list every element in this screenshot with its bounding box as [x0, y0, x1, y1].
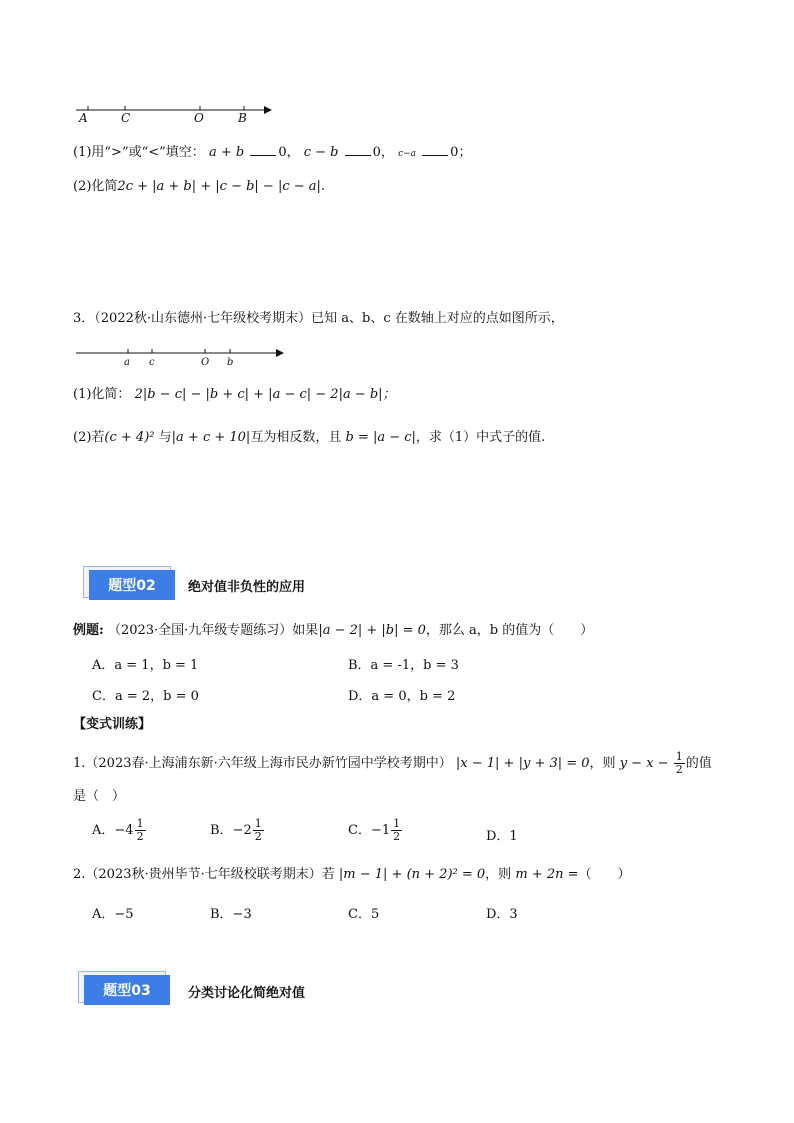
answer-blank[interactable]: [422, 143, 448, 156]
point-label-a: A: [79, 111, 88, 125]
variant-q1-line2: 是（ ）: [73, 789, 126, 804]
answer-blank[interactable]: [250, 143, 276, 156]
point-label-b2: b: [227, 357, 234, 368]
variant-q2-option-c[interactable]: C．5: [348, 907, 380, 922]
point-label-o: O: [194, 111, 204, 125]
point-label-c2: c: [149, 357, 155, 368]
fraction: $\frac{1}{2}$: [675, 750, 683, 776]
point-label-b: B: [238, 111, 247, 125]
example-option-b[interactable]: B．a = -1，b = 3: [348, 658, 459, 673]
variant-q2-option-a[interactable]: A．−5: [92, 907, 134, 922]
example-option-c[interactable]: C．a = 2，b = 0: [92, 689, 199, 704]
q3-part2: (2)若(c + 4)² 与|a + c + 10|互为相反数，且 b = |a − c|，求（1）中式子的值.: [73, 430, 546, 445]
point-label-o2: O: [201, 357, 210, 368]
variant-q2-stem: 2.（2023秋·贵州毕节·七年级校联考期末）若 |m − 1| + (n + 2)² = 0，则 m + 2n =（ ）: [73, 867, 631, 882]
example-option-a[interactable]: A．a = 1，b = 1: [92, 658, 199, 673]
section-topic-02: 绝对值非负性的应用: [188, 580, 306, 595]
section-badge-03: 题型03: [78, 971, 170, 1005]
variant-q1-option-b[interactable]: B．−2 $\frac{1}{2}$: [210, 817, 262, 843]
variant-q1-option-a[interactable]: A．−4 $\frac{1}{2}$: [92, 817, 144, 843]
variant-q1-option-c[interactable]: C．−1 $\frac{1}{2}$: [348, 817, 401, 843]
point-label-c: C: [121, 111, 131, 125]
variant-q2-option-b[interactable]: B．−3: [210, 907, 252, 922]
q2-part2: (2)化简2c + |a + b| + |c − b| − |c − a|.: [73, 179, 326, 194]
point-label-a2: a: [124, 357, 130, 368]
variant-q1-option-d[interactable]: D．1: [486, 829, 518, 844]
number-line-1: [70, 100, 280, 130]
variant-heading: 【变式训练】: [73, 717, 152, 732]
variant-q2-option-d[interactable]: D．3: [486, 907, 518, 922]
q3-part1: (1)化简： 2|b − c| − |b + c| + |a − c| − 2|a − b|；: [73, 387, 396, 402]
number-line-2: [70, 345, 290, 365]
example-option-d[interactable]: D．a = 0，b = 2: [348, 689, 456, 704]
section-badge-02: 题型02: [83, 566, 175, 600]
q2-part1: (1)用“>”或“<”填空： a + b 0， c − b 0， c−a 0；: [73, 145, 472, 160]
example-stem: 例题: （2023·全国·九年级专题练习）如果|a − 2| + |b| = 0，那么 a，b 的值为（ ）: [73, 623, 594, 638]
variant-q1-stem: 1.（2023春·上海浦东新·六年级上海市民办新竹园中学校考期中） |x − 1| + |y + 3| = 0，则 y − x − $\frac{1}{2}$ 的值: [73, 750, 712, 776]
section-topic-03: 分类讨论化简绝对值: [188, 986, 306, 1001]
q3-stem: 3．（2022秋·山东德州·七年级校考期末）已知 a、b、c 在数轴上对应的点如图所示，: [73, 311, 564, 326]
answer-blank[interactable]: [345, 143, 371, 156]
